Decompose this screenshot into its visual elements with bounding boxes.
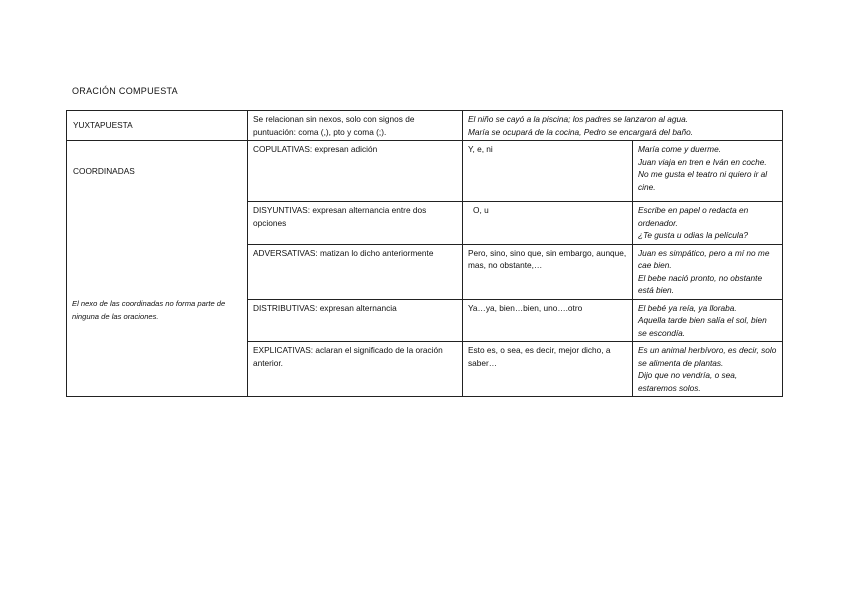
nexos-cell: Esto es, o sea, es decir, mejor dicho, a saber… <box>463 342 633 397</box>
coordinadas-label: COORDINADAS <box>73 166 135 176</box>
example-line: Juan viaja en tren e Iván en coche. <box>638 156 767 167</box>
nexos-cell: O, u <box>463 202 633 245</box>
example-line: El niño se cayó a la piscina; los padres se lanzaron al agua. <box>468 114 689 124</box>
type-cell: COPULATIVAS: expresan adición <box>248 141 463 202</box>
example-line: Dijo que no vendría, o sea, estaremos solos. <box>638 370 738 393</box>
document-title: ORACIÓN COMPUESTA <box>72 86 178 96</box>
coordinadas-row-copulativas <box>67 141 783 202</box>
example-line: Juan es simpático, pero a mí no me cae bien. <box>638 247 770 270</box>
yuxtapuesta-row <box>67 111 783 141</box>
examples-cell <box>633 244 783 299</box>
nexos-cell: Pero, sino, sino que, sin embargo, aunque, mas, no obstante,… <box>463 244 633 299</box>
type-cell: ADVERSATIVAS: matizan lo dicho anteriormente <box>248 244 463 299</box>
nexos-cell: Y, e, ni <box>463 141 633 202</box>
type-cell: DISTRIBUTIVAS: expresan alternancia <box>248 299 463 342</box>
yuxtapuesta-examples <box>463 111 783 141</box>
example-line: ¿Te gusta u odias la película? <box>638 230 748 240</box>
type-cell: DISYUNTIVAS: expresan alternancia entre dos opciones <box>248 202 463 245</box>
example-line: Es un animal herbívoro, es decir, solo se alimenta de plantas. <box>638 345 777 368</box>
coordinadas-cell <box>67 141 248 397</box>
example-line: Escribe en papel o redacta en ordenador. <box>638 205 749 228</box>
example-line: El bebe nació pronto, no obstante está bien. <box>638 272 763 295</box>
example-line: No me gusta el teatro ni quiero ir al cine. <box>638 169 768 192</box>
example-line: María se ocupará de la cocina, Pedro se encargará del baño. <box>468 126 694 137</box>
examples-cell <box>633 299 783 342</box>
examples-cell <box>633 202 783 245</box>
coordinadas-note: El nexo de las coordinadas no forma parte de ninguna de las oraciones. <box>72 299 226 321</box>
example-line: María come y duerme. <box>638 144 721 154</box>
nexos-cell: Ya…ya, bien…bien, uno….otro <box>463 299 633 342</box>
sentence-types-table <box>66 110 783 397</box>
example-line: El bebé ya reía, ya lloraba. <box>638 302 737 313</box>
yuxtapuesta-description: Se relacionan sin nexos, solo con signos de puntuación: coma (,), pto y coma (;). <box>248 111 463 141</box>
type-cell: EXPLICATIVAS: aclaran el significado de la oración anterior. <box>248 342 463 397</box>
example-line: Aquella tarde bien salía el sol, bien se escondía. <box>638 315 767 338</box>
examples-cell <box>633 342 783 397</box>
yuxtapuesta-label: YUXTAPUESTA <box>67 111 248 141</box>
examples-cell <box>633 141 783 202</box>
